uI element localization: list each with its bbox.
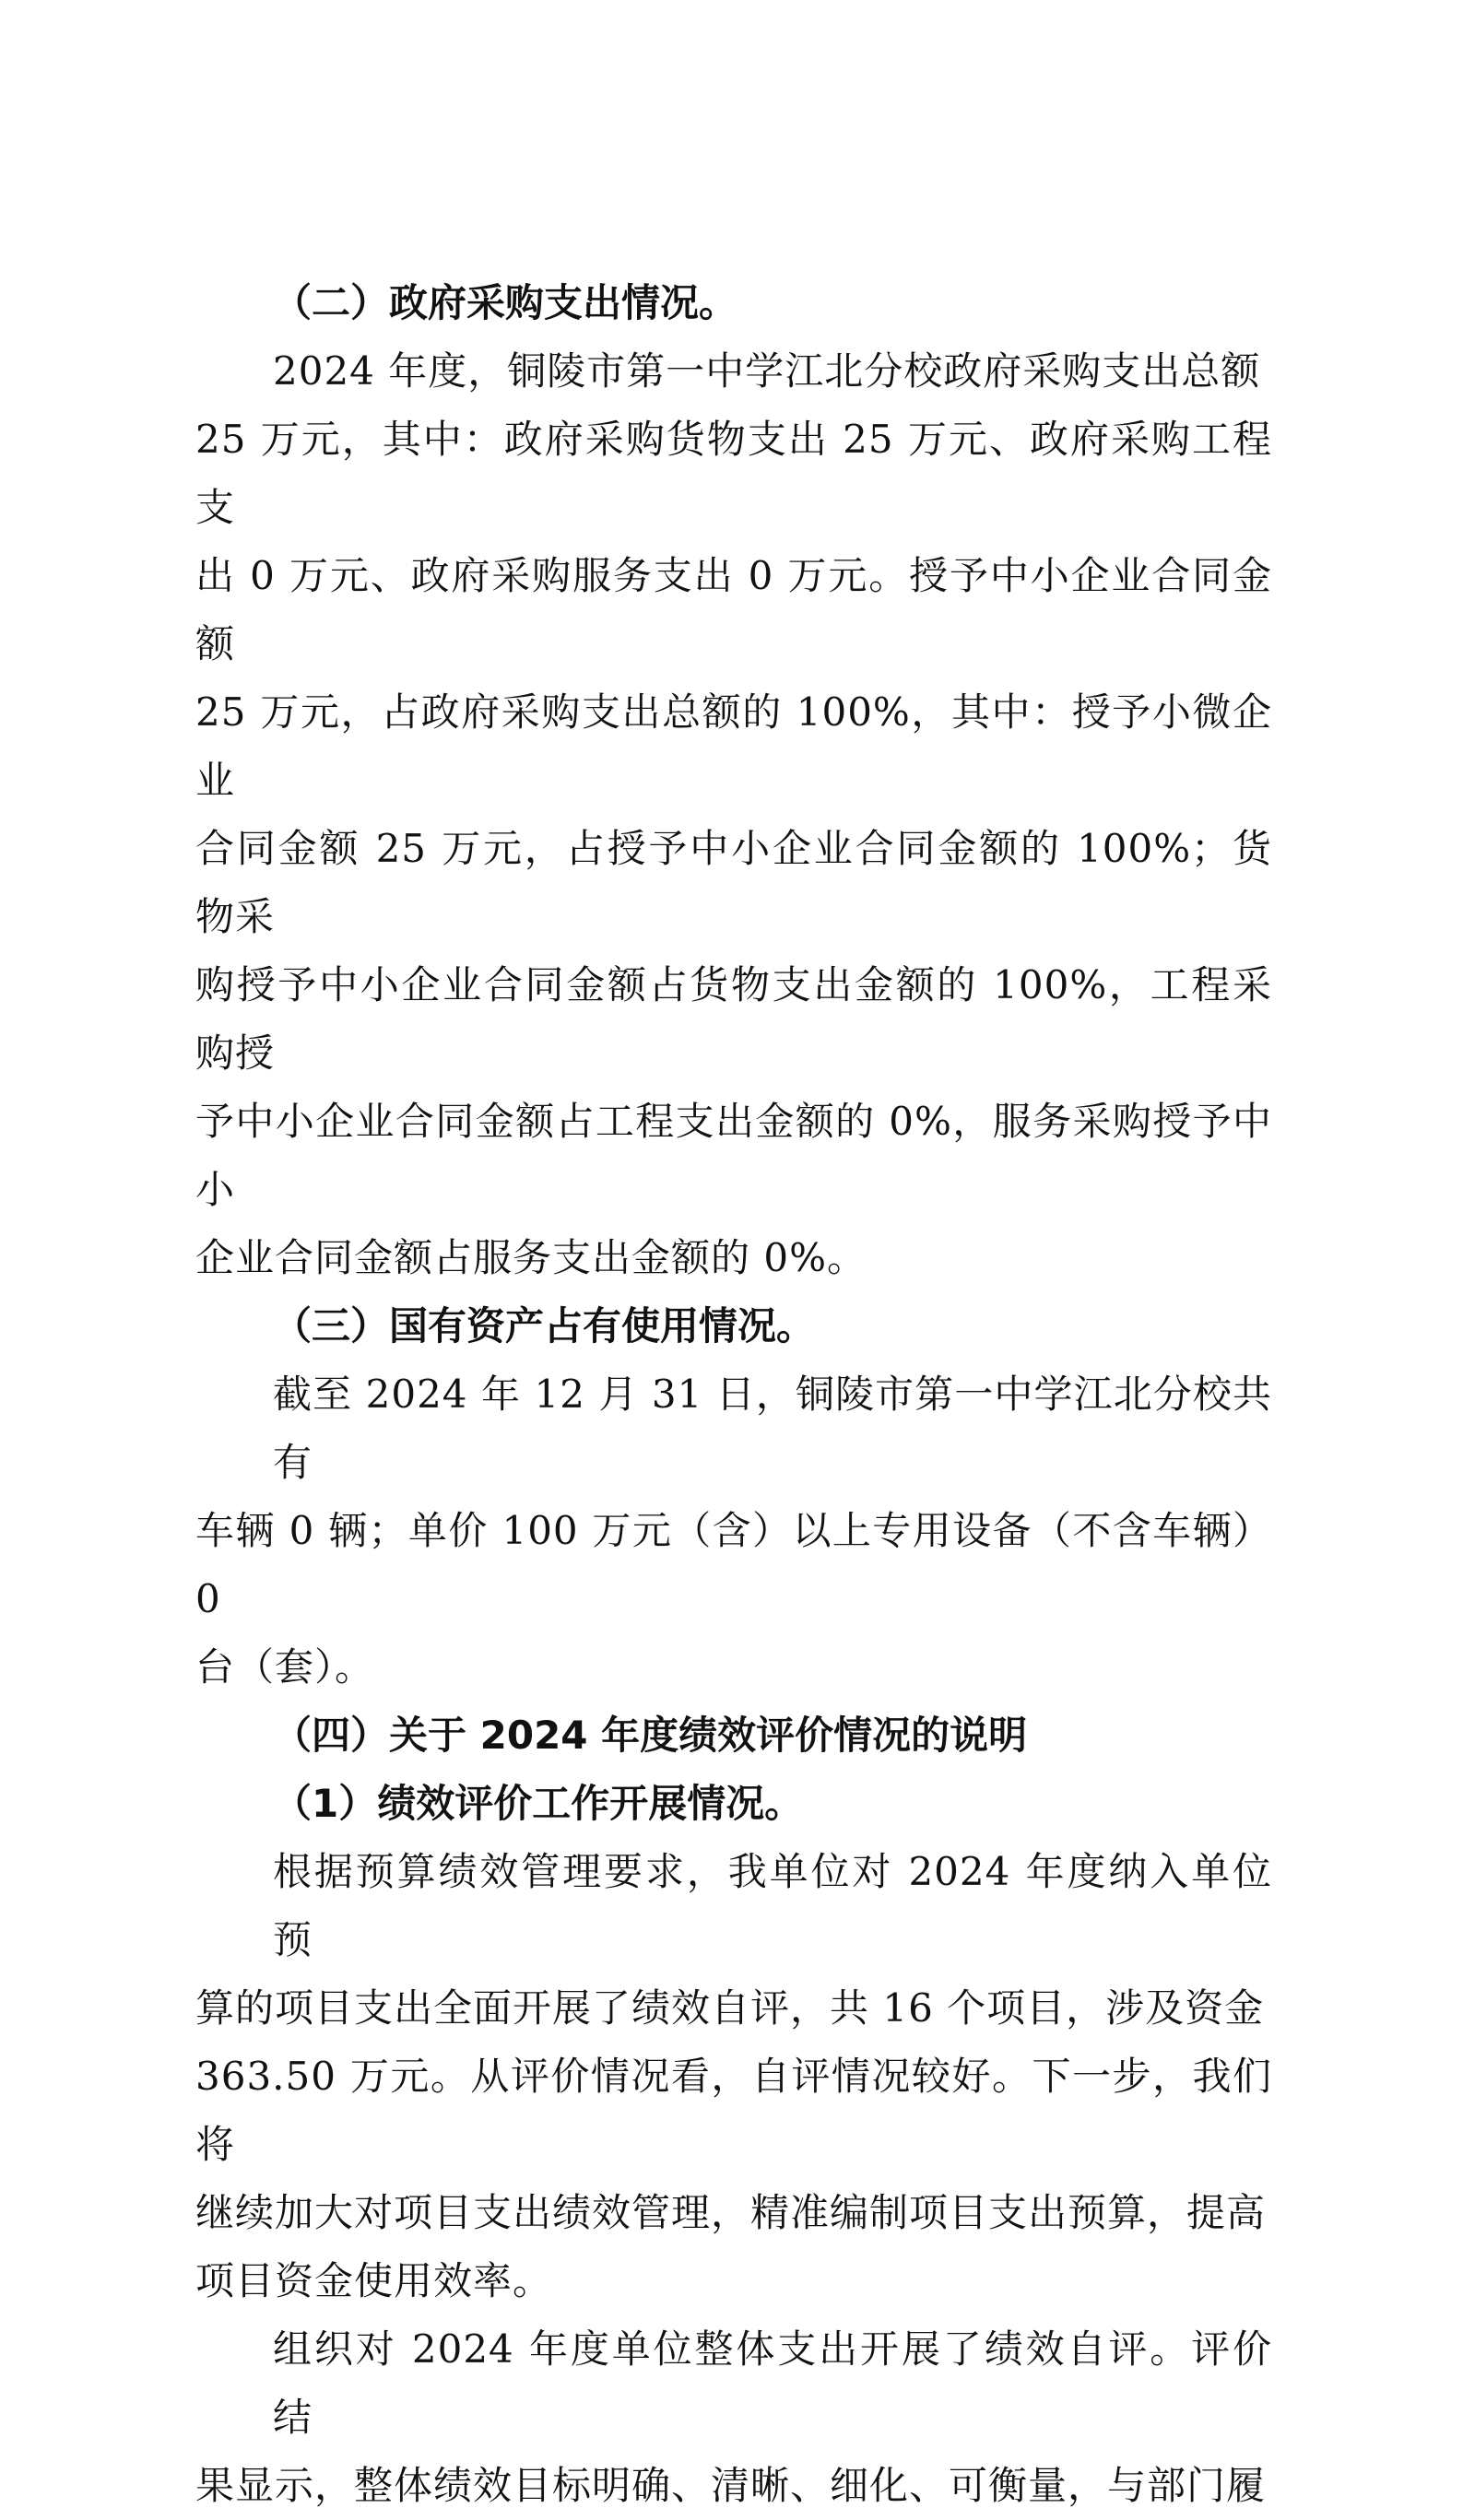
text-line: 25 万元，占政府采购支出总额的 100%，其中：授予小微企业	[195, 689, 1272, 803]
text-line: 合同金额 25 万元，占授予中小企业合同金额的 100%；货物采	[195, 826, 1272, 939]
text-line: 购授予中小企业合同金额占货物支出金额的 100%，工程采购授	[195, 962, 1272, 1076]
text-line: 25 万元，其中：政府采购货物支出 25 万元、政府采购工程支	[195, 417, 1272, 530]
text-line: 果显示，整体绩效目标明确、清晰、细化、可衡量，与部门履	[195, 2463, 1267, 2508]
text-line: 出 0 万元、政府采购服务支出 0 万元。授予中小企业合同金额	[195, 553, 1272, 666]
paragraph-assets	[195, 1360, 1272, 1702]
section-heading-assets: （三）国有资产占有使用情况。	[273, 1303, 816, 1348]
text-line: 车辆 0 辆；单价 100 万元（含）以上专用设备（不含车辆）0	[195, 1508, 1272, 1621]
text-line: 台（套）。	[195, 1644, 375, 1690]
text-line: 继续加大对项目支出绩效管理，精准编制项目支出预算，提高	[195, 2190, 1267, 2235]
section-heading-evaluation-work: （1）绩效评价工作开展情况。	[273, 1781, 804, 1826]
text-line: 根据预算绩效管理要求，我单位对 2024 年度纳入单位预	[273, 1849, 1272, 1962]
paragraph-evaluation-projects	[195, 1838, 1272, 2315]
section-heading-performance: （四）关于 2024 年度绩效评价情况的说明	[273, 1713, 1028, 1758]
text-line: 组织对 2024 年度单位整体支出开展了绩效自评。评价结	[273, 2326, 1272, 2440]
text-line: 2024 年度，铜陵市第一中学江北分校政府采购支出总额	[273, 348, 1261, 394]
text-line: 363.50 万元。从评价情况看，自评情况较好。下一步，我们将	[195, 2054, 1272, 2167]
text-line: 企业合同金额占服务支出金额的 0%。	[195, 1235, 867, 1280]
paragraph-procurement	[195, 337, 1272, 1292]
text-line: 算的项目支出全面开展了绩效自评，共 16 个项目，涉及资金	[195, 1985, 1265, 2031]
text-line: 截至 2024 年 12 月 31 日，铜陵市第一中学江北分校共有	[273, 1372, 1272, 1485]
section-heading-procurement: （二）政府采购支出情况。	[273, 280, 738, 325]
text-line: 予中小企业合同金额占工程支出金额的 0%，服务采购授予中小	[195, 1099, 1272, 1212]
paragraph-evaluation-overall	[195, 2315, 1272, 2520]
document-page	[195, 269, 1272, 2520]
text-line: 项目资金使用效率。	[195, 2258, 553, 2303]
